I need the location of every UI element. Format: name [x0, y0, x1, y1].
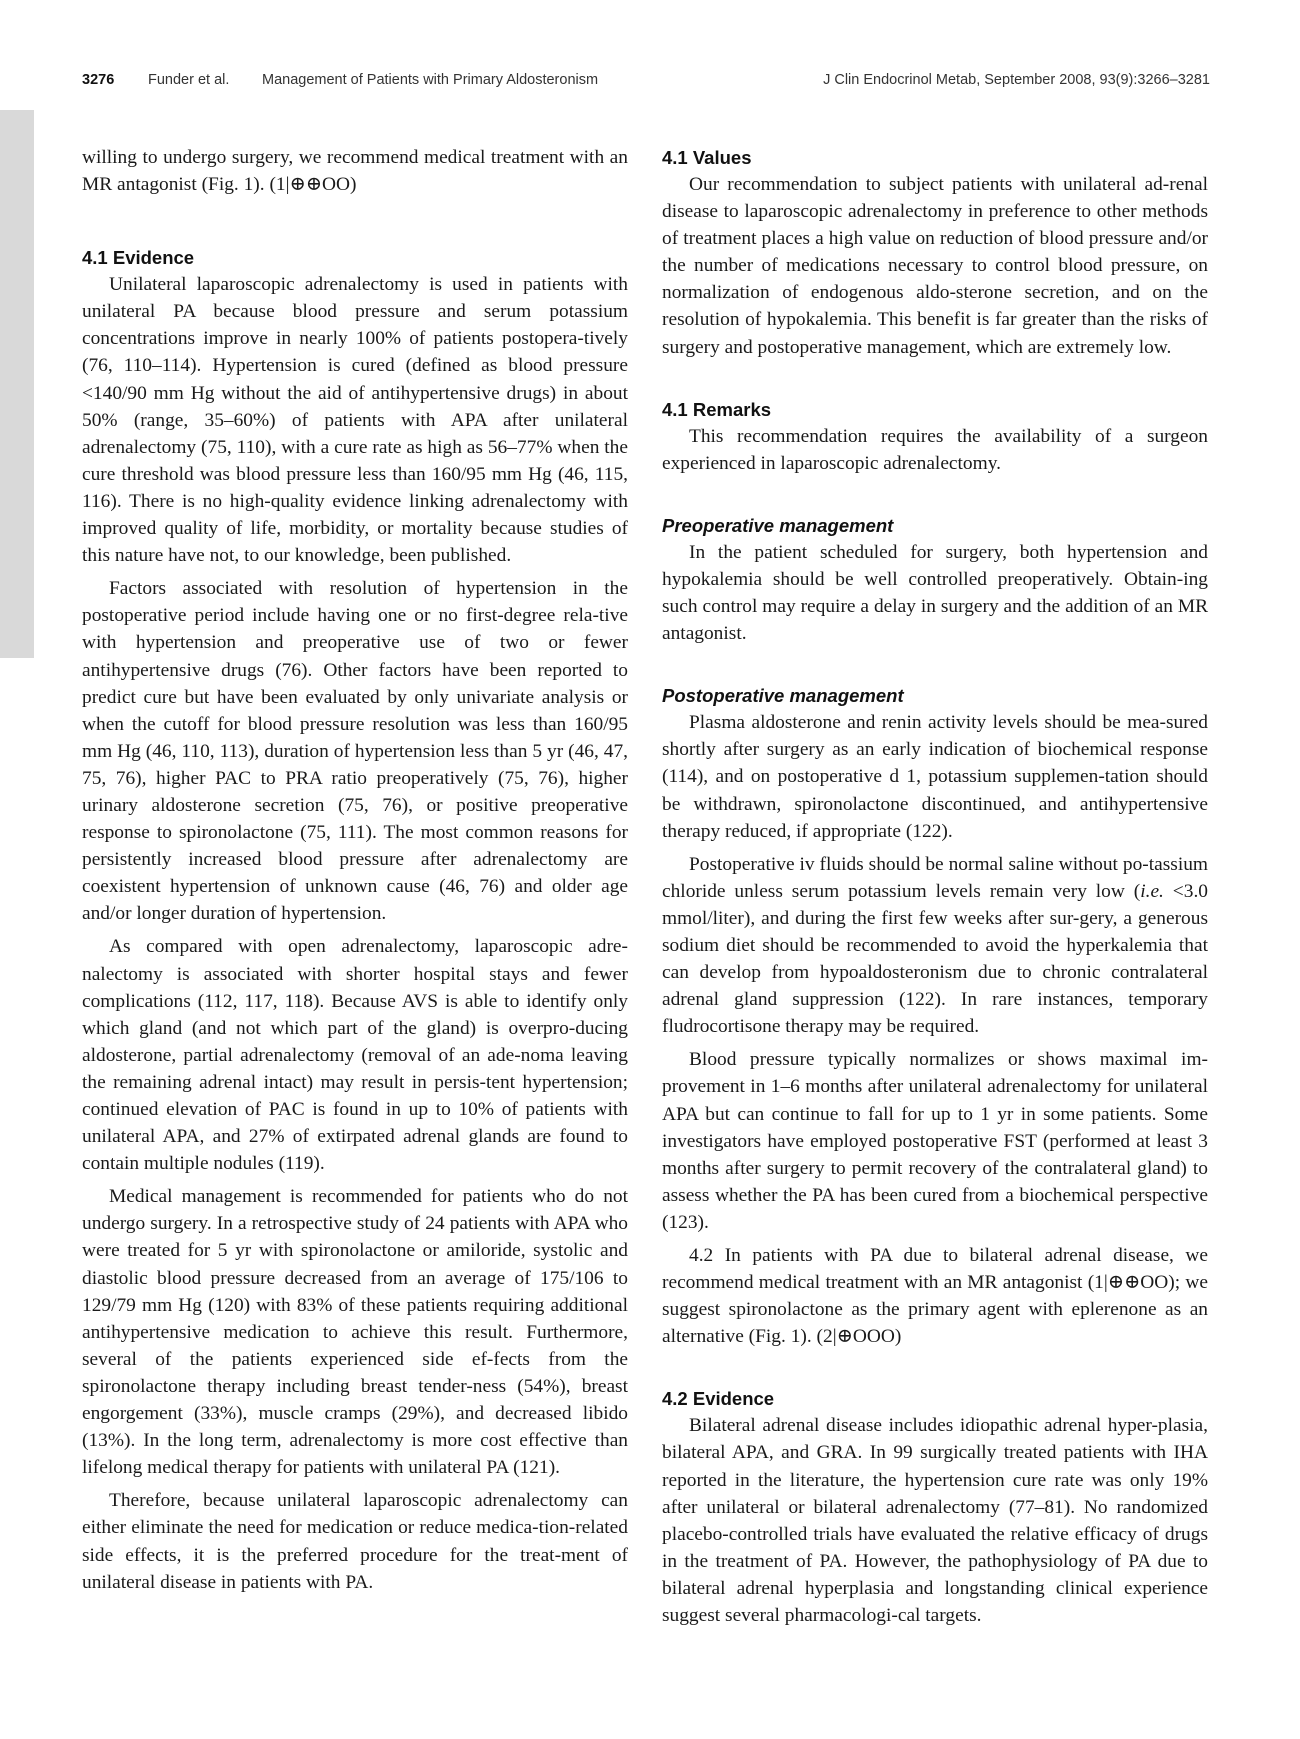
paragraph: Our recommendation to subject patients with unilateral ad-renal disease to laparoscopic adrenalectomy in preference to other methods of treatment places a high value on reduction of blood pressure and/or the number of medications necessary to control blood pressure, on normalization of endogenous aldo-sterone secretion, and on the resolution of hypokalemia. This benefit is far greater than the risks of surgery and postoperative management, which are extremely low.: [662, 174, 1208, 358]
section-heading: Postoperative management: [662, 685, 904, 707]
article-short-title: Management of Patients with Primary Aldosteronism: [262, 72, 599, 88]
paragraph: Plasma aldosterone and renin activity levels should be mea-sured shortly after surgery as an early indication of biochemical response (114), and on postoperative d 1, potassium supplemen-tation should be withdrawn, spironolactone discontinued, and antihypertensive therapy reduced, if appropriate (122).: [662, 712, 1208, 842]
paragraph: Factors associated with resolution of hypertension in the postoperative period include having one or no first-degree rela-tive with hypertension and preoperative use of two or fewer antihypertensive drugs (76). Other factors have been reported to predict cure but have been evaluated by only univariate analysis or when the cutoff for blood pressure resolution was less than 160/95 mm Hg (46, 110, 113), duration of hypertension less than 5 yr (46, 47, 75, 76), higher PAC to PRA ratio preoperatively (75, 76), higher urinary aldosterone secretion (75, 76), or positive preoperative response to spironolactone (75, 111). The most common reasons for persistently increased blood pressure after adrenalectomy are coexistent hypertension of unknown cause (46, 76) and older age and/or longer duration of hypertension.: [82, 578, 628, 925]
paragraph: Therefore, because unilateral laparoscopic adrenalectomy can either eliminate the need for medication or reduce medica-tion-related side effects, it is the preferred procedure for the treat-ment of unilateral disease in patients with PA.: [82, 1490, 628, 1593]
section-heading: 4.2 Evidence: [662, 1388, 775, 1410]
paragraph: As compared with open adrenalectomy, laparoscopic adre-nalectomy is associated with shorter hospital stays and fewer complications (112, 117, 118). Because AVS is able to identify only which gland (and not which part of the gland) is overpro-ducing aldosterone, partial adrenalectomy (removal of an ade-noma leaving the remaining adrenal intact) may result in persis-tent hypertension; continued elevation of PAC is found in up to 10% of patients with unilateral APA, and 27% of extirpated adrenal glands are found to contain multiple nodules (119).: [82, 936, 628, 1175]
paragraph: willing to undergo surgery, we recommend medical treatment with an MR antagonist (Fig. 1). (1|⊕⊕OO): [82, 147, 628, 196]
section-heading: Preoperative management: [662, 514, 894, 536]
text-run: Postoperative iv fluids should be normal saline without po-tassium chloride unless serum potassium levels remain very low (: [662, 853, 1208, 902]
text-run: <3.0 mmol/liter), and during the first few weeks after sur-gery, a generous sodium diet should be recommended to avoid the hyperkalemia that can develop from hypoaldosteronism due to chronic contralateral adrenal gland suppression (122). In rare instances, temporary fludrocortisone therapy may be required.: [662, 880, 1208, 1038]
author-line: Funder et al.: [148, 72, 230, 88]
paragraph: Medical management is recommended for patients who do not undergo surgery. In a retrospective study of 24 patients with APA who were treated for 5 yr with spironolactone or amiloride, systolic and diastolic blood pressure decreased from an average of 175/106 to 129/79 mm Hg (120) with 83% of these patients requiring additional antihypertensive medication to achieve this result. Furthermore, several of the patients experienced side ef-fects from the spironolactone therapy including breast tender-ness (54%), breast engorgement (33%), muscle cramps (29%), and decreased libido (13%). In the long term, adrenalectomy is more cost effective than lifelong medical therapy for patients with unilateral PA (121).: [82, 1186, 628, 1479]
italic-abbreviation: i.e.: [1140, 880, 1164, 902]
page-number: 3276: [82, 72, 115, 88]
section-heading: 4.1 Values: [662, 147, 752, 168]
right-column: [662, 144, 1208, 1629]
section-heading: 4.1 Remarks: [662, 398, 772, 420]
paragraph: Blood pressure typically normalizes or shows maximal im-provement in 1–6 months after unilateral adrenalectomy for unilateral APA but can continue to fall for up to 1 yr in some patients. Some investigators have employed postoperative FST (performed at least 3 months after surgery to permit recovery of the contralateral gland) to assess whether the PA has been cured from a biochemical perspective (123).: [662, 1049, 1208, 1233]
paragraph: Unilateral laparoscopic adrenalectomy is used in patients with unilateral PA because blood pressure and serum potassium concentrations improve in nearly 100% of patients postopera-tively (76, 110–114). Hypertension is cured (defined as blood pressure <140/90 mm Hg without the aid of antihypertensive drugs) in about 50% (range, 35–60%) of patients with APA after unilateral adrenalectomy (75, 110), with a cure rate as high as 56–77% when the cure threshold was blood pressure less than 160/95 mm Hg (46, 115, 116). There is no high-quality evidence linking adrenalectomy with improved quality of life, morbidity, or mortality because studies of this nature have not, to our knowledge, been published.: [82, 274, 628, 567]
section-heading: 4.1 Evidence: [82, 247, 195, 269]
journal-citation: J Clin Endocrinol Metab, September 2008, 93(9):3266–3281: [823, 72, 1210, 88]
paragraph: This recommendation requires the availability of a surgeon experienced in laparoscopic adrenalectomy.: [662, 425, 1208, 474]
paragraph: Bilateral adrenal disease includes idiopathic adrenal hyper-plasia, bilateral APA, and GRA. In 99 surgically treated patients with IHA reported in the literature, the hypertension cure rate was only 19% after unilateral or bilateral adrenalectomy (77–81). No randomized placebo-controlled trials have evaluated the relative efficacy of drugs in the treatment of PA. However, the pathophysiology of PA due to bilateral adrenal hyperplasia and longstanding clinical experience suggest several pharmacologi-cal targets.: [662, 1415, 1208, 1627]
recommendation-paragraph: 4.2 In patients with PA due to bilateral adrenal disease, we recommend medical treatment with an MR antagonist (1|⊕⊕OO); we suggest spironolactone as the primary agent with eplerenone as an alternative (Fig. 1). (2|⊕OOO): [662, 1245, 1208, 1348]
left-column: [82, 144, 628, 1596]
paragraph: In the patient scheduled for surgery, both hypertension and hypokalemia should be well controlled preoperatively. Obtain-ing such control may require a delay in surgery and the addition of an MR antagonist.: [662, 541, 1208, 645]
paragraph: [662, 851, 1208, 1041]
running-header: [82, 72, 1210, 96]
margin-tab: [0, 110, 34, 658]
